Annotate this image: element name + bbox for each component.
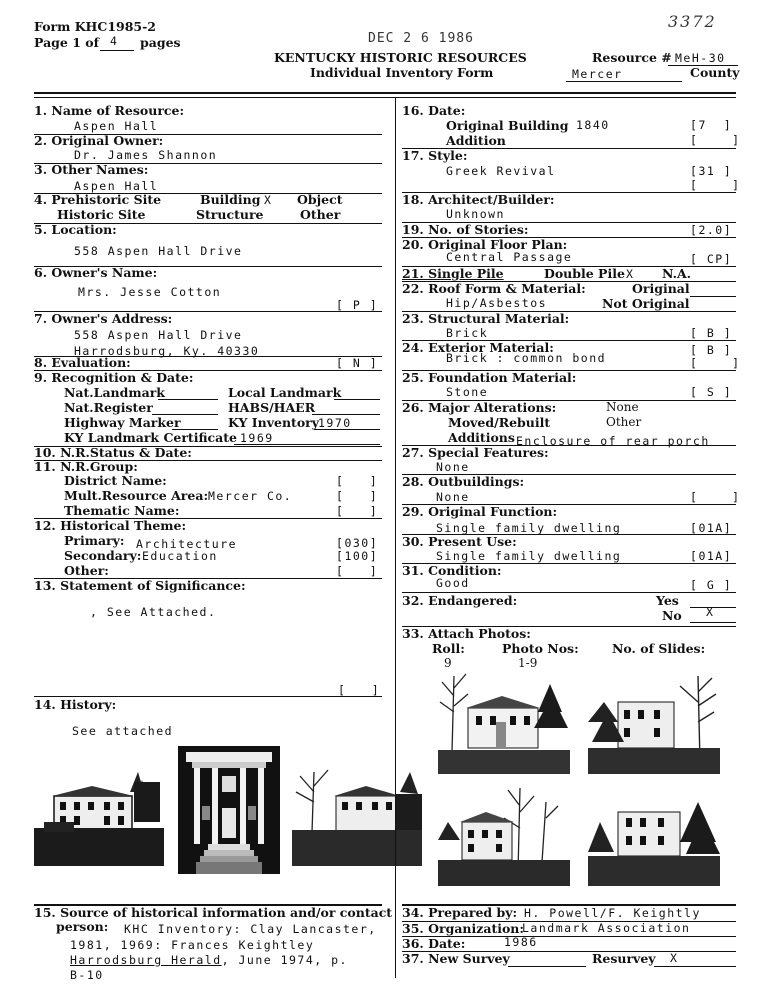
field-18-value: Unknown — [446, 207, 505, 221]
field-25-code: [ S ] — [690, 385, 733, 399]
field-15-line4: B-10 — [70, 968, 104, 982]
photo-1 — [438, 672, 570, 774]
field-2-value: Dr. James Shannon — [74, 148, 218, 162]
field-20-label: 20. Original Floor Plan: — [402, 237, 568, 252]
field-9-natregister: Nat.Register — [64, 400, 153, 415]
field-22-label: 22. Roof Form & Material: — [402, 281, 586, 296]
field-15-line3-rest: , June 1974, p. — [221, 953, 348, 967]
field-14-label: 14. History: — [34, 697, 117, 712]
field-26-additions-value: Enclosure of rear porch — [516, 434, 710, 448]
field-16-orig-code-value: 7 — [698, 118, 707, 132]
photo-portico — [178, 746, 280, 874]
form-id: Form KHC1985-2 — [34, 19, 156, 34]
field-26-none: None — [606, 400, 639, 414]
field-19-code-value: 2.0 — [698, 223, 724, 237]
field-14-value: See attached — [72, 724, 174, 738]
field-25-value: Stone — [446, 385, 489, 399]
field-27-label: 27. Special Features: — [402, 445, 549, 460]
field-32-yes: Yes — [656, 593, 679, 608]
field-12-label: 12. Historical Theme: — [34, 518, 187, 533]
blank-line — [654, 966, 736, 967]
field-4-other: Other — [300, 207, 341, 222]
field-11-mra: Mult.Resource Area: — [64, 488, 209, 503]
field-28-box: [ ] — [690, 490, 741, 504]
field-16-label: 16. Date: — [402, 103, 466, 118]
field-32-no-mark: X — [706, 605, 715, 619]
field-13-box: [ ] — [338, 683, 381, 697]
field-15-line3 — [70, 953, 348, 967]
county-line — [566, 81, 682, 82]
field-26-label: 26. Major Alterations: — [402, 400, 557, 415]
field-36-label: 36. Date: — [402, 936, 466, 951]
field-13-value-text: See Attached. — [106, 605, 217, 619]
blank-line — [312, 414, 380, 415]
field-11-thematic: Thematic Name: — [64, 503, 180, 518]
field-25-label: 25. Foundation Material: — [402, 370, 577, 385]
field-34-value: H. Powell/F. Keightly — [524, 906, 701, 920]
field-24-code: [ B ] — [690, 343, 733, 357]
field-15-label: 15. Source of historical information and/or contact — [34, 905, 393, 920]
field-1-value: Aspen Hall — [74, 119, 159, 133]
field-8-label: 8. Evaluation: — [34, 355, 131, 370]
page-total-line — [100, 50, 134, 51]
field-30-value: Single family dwelling — [436, 549, 622, 563]
form-title: Individual Inventory Form — [310, 65, 494, 80]
field-21-double: Double Pile — [544, 266, 625, 281]
field-16-orig-value: 1840 — [576, 118, 610, 132]
field-6-value: Mrs. Jesse Cotton — [78, 285, 222, 299]
field-17-label: 17. Style: — [402, 148, 468, 163]
field-16-orig: Original Building — [446, 118, 569, 133]
field-33-roll: Roll: — [432, 641, 465, 656]
field-11-mra-box: [ ] — [336, 489, 379, 503]
field-11-label: 11. N.R.Group: — [34, 459, 138, 474]
field-16-addition-box: [ ] — [690, 133, 741, 147]
field-8-code-value: N — [352, 356, 362, 370]
field-3-value: Aspen Hall — [74, 179, 159, 193]
field-24-box2: [ ] — [690, 356, 741, 370]
field-26-additions: Additions — [448, 430, 515, 445]
field-16-orig-code: [7 ] — [690, 118, 733, 132]
field-19-code: [2.0] — [690, 223, 733, 237]
field-15-line1: KHC Inventory: Clay Lancaster, — [124, 922, 377, 936]
field-7-line2: Harrodsburg, Ky. 40330 — [74, 344, 260, 358]
field-4-building-mark: X — [264, 193, 273, 207]
field-12-primary-code: [030] — [336, 536, 379, 550]
field-9-kycert: KY Landmark Certificate — [64, 430, 237, 445]
photo-2 — [588, 672, 720, 774]
field-29-label: 29. Original Function: — [402, 504, 558, 519]
field-17-value: Greek Revival — [446, 164, 556, 178]
resource-number: MeH-30 — [675, 51, 726, 65]
field-4-historic: Historic Site — [57, 207, 146, 222]
field-37-label: 37. New Survey — [402, 951, 510, 966]
blank-line — [690, 622, 736, 623]
field-30-code-value: 01A — [698, 549, 724, 563]
field-9-label: 9. Recognition & Date: — [34, 370, 194, 385]
field-35-label: 35. Organization: — [402, 921, 525, 936]
field-11-district: District Name: — [64, 473, 167, 488]
field-33-roll-value: 9 — [444, 656, 452, 670]
field-7-label: 7. Owner's Address: — [34, 311, 173, 326]
field-30-code: [01A] — [690, 549, 733, 563]
field-25-code-value: S — [706, 385, 716, 399]
field-9-highway: Highway Marker — [64, 415, 181, 430]
county-label: County — [690, 65, 740, 80]
field-32-label: 32. Endangered: — [402, 593, 518, 608]
field-4-structure: Structure — [196, 207, 264, 222]
field-6-label: 6. Owner's Name: — [34, 265, 158, 280]
field-37-resurvey: Resurvey — [592, 951, 656, 966]
photo-3 — [438, 782, 570, 886]
resource-label: Resource # — [592, 50, 672, 65]
handwritten-number: 3372 — [668, 12, 717, 31]
field-20-code-value: CP — [706, 252, 724, 266]
field-23-code-value: B — [706, 326, 716, 340]
field-12-primary-value: Architecture — [136, 537, 238, 551]
field-31-code: [ G ] — [690, 578, 733, 592]
field-11-mra-value: Mercer Co. — [208, 489, 293, 503]
field-9-habs: HABS/HAER — [228, 400, 316, 415]
field-3-label: 3. Other Names: — [34, 162, 149, 177]
field-35-value: Landmark Association — [522, 921, 691, 935]
field-5-value: 558 Aspen Hall Drive — [74, 244, 243, 258]
field-28-value: None — [436, 490, 470, 504]
field-6-code: [ P ] — [336, 298, 379, 312]
blank-line — [690, 296, 736, 297]
field-27-value: None — [436, 460, 470, 474]
field-9-natlandmark: Nat.Landmark — [64, 385, 165, 400]
field-33-photonos-value: 1-9 — [518, 656, 538, 670]
field-12-primary-code-value: 030 — [344, 536, 370, 550]
field-24-label: 24. Exterior Material: — [402, 340, 554, 355]
field-13-value: , See Attached. — [90, 605, 217, 619]
field-12-other-box: [ ] — [336, 564, 379, 578]
header-rule-2 — [34, 97, 736, 98]
field-19-label: 19. No. of Stories: — [402, 222, 529, 237]
field-7-line1: 558 Aspen Hall Drive — [74, 328, 243, 342]
field-31-code-value: G — [706, 578, 716, 592]
field-23-label: 23. Structural Material: — [402, 311, 570, 326]
field-24-code-value: B — [706, 343, 716, 357]
blank-line — [334, 399, 380, 400]
field-10-label: 10. N.R.Status & Date: — [34, 445, 192, 460]
photo-front-view — [34, 762, 164, 866]
blank-line — [314, 429, 380, 430]
field-11-thematic-box: [ ] — [336, 504, 379, 518]
field-9-kyinv: KY Inventory — [228, 415, 320, 430]
field-4-label: 4. Prehistoric Site — [34, 192, 162, 207]
field-15-line2: 1981, 1969: Frances Keightley — [70, 938, 315, 952]
field-29-code: [01A] — [690, 521, 733, 535]
field-21-label: 21. Single Pile — [402, 266, 504, 281]
field-17-code-value: 31 — [698, 164, 716, 178]
page-suffix: pages — [140, 35, 181, 50]
field-5-label: 5. Location: — [34, 222, 117, 237]
page-total: 4 — [110, 34, 119, 48]
blank-line — [158, 399, 218, 400]
agency-title: KENTUCKY HISTORIC RESOURCES — [274, 50, 527, 65]
field-31-label: 31. Condition: — [402, 563, 502, 578]
field-9-kyinv-value: 1970 — [318, 416, 352, 430]
field-12-secondary: Secondary: — [64, 548, 142, 563]
field-28-label: 28. Outbuildings: — [402, 474, 525, 489]
field-31-value: Good — [436, 576, 470, 590]
field-22-value: Hip/Asbestos — [446, 296, 548, 310]
field-12-secondary-code: [100] — [336, 549, 379, 563]
field-18-label: 18. Architect/Builder: — [402, 192, 555, 207]
field-4-building: Building — [200, 192, 261, 207]
field-32-no: No — [662, 608, 682, 623]
field-4-object: Object — [297, 192, 343, 207]
field-36-value: 1986 — [504, 935, 538, 949]
field-23-value: Brick — [446, 326, 489, 340]
column-divider — [395, 98, 396, 978]
field-29-code-value: 01A — [698, 521, 724, 535]
county-value: Mercer — [572, 67, 623, 81]
field-11-district-box: [ ] — [336, 474, 379, 488]
field-17-code: [31 ] — [690, 164, 733, 178]
field-23-code: [ B ] — [690, 326, 733, 340]
field-9-locallandmark: Local Landmark — [228, 385, 342, 400]
field-33-label: 33. Attach Photos: — [402, 626, 531, 641]
field-20-code: [ CP] — [690, 252, 733, 266]
photo-side-view — [292, 762, 422, 866]
page-prefix: Page 1 of — [34, 35, 99, 50]
blank-line — [234, 444, 380, 445]
field-21-na: N.A. — [662, 266, 692, 281]
field-30-label: 30. Present Use: — [402, 534, 517, 549]
field-33-slides: No. of Slides: — [612, 641, 706, 656]
field-24-value: Brick : common bond — [446, 351, 607, 365]
field-33-photonos: Photo Nos: — [502, 641, 579, 656]
field-20-value: Central Passage — [446, 250, 573, 264]
field-2-label: 2. Original Owner: — [34, 133, 164, 148]
field-8-code: [ N ] — [336, 356, 379, 370]
blank-line — [508, 966, 586, 967]
field-12-other: Other: — [64, 563, 109, 578]
field-29-value: Single family dwelling — [436, 521, 622, 535]
field-22-notoriginal: Not Original — [602, 296, 690, 311]
field-26-moved: Moved/Rebuilt — [448, 415, 551, 430]
field-12-primary: Primary: — [64, 533, 125, 548]
field-34-label: 34. Prepared by: — [402, 905, 518, 920]
photo-4 — [588, 782, 720, 886]
field-13-label: 13. Statement of Significance: — [34, 578, 246, 593]
field-12-secondary-value: Education — [142, 549, 218, 563]
field-26-other: Other — [606, 415, 642, 429]
field-9-kycert-value: 1969 — [240, 431, 274, 445]
field-12-secondary-code-value: 100 — [344, 549, 370, 563]
field-1-label: 1. Name of Resource: — [34, 103, 185, 118]
received-stamp: DEC 2 6 1986 — [368, 31, 474, 46]
header-rule — [34, 92, 736, 94]
field-17-box2: [ ] — [690, 178, 741, 192]
field-37-resurvey-mark: X — [670, 951, 679, 965]
field-15-label2: person: — [56, 919, 109, 934]
field-21-double-mark: X — [626, 267, 635, 281]
field-22-original: Original — [632, 281, 690, 296]
field-6-code-value: P — [352, 298, 362, 312]
field-16-addition: Addition — [446, 133, 506, 148]
field-15-newspaper: Harrodsburg Herald — [70, 953, 222, 967]
